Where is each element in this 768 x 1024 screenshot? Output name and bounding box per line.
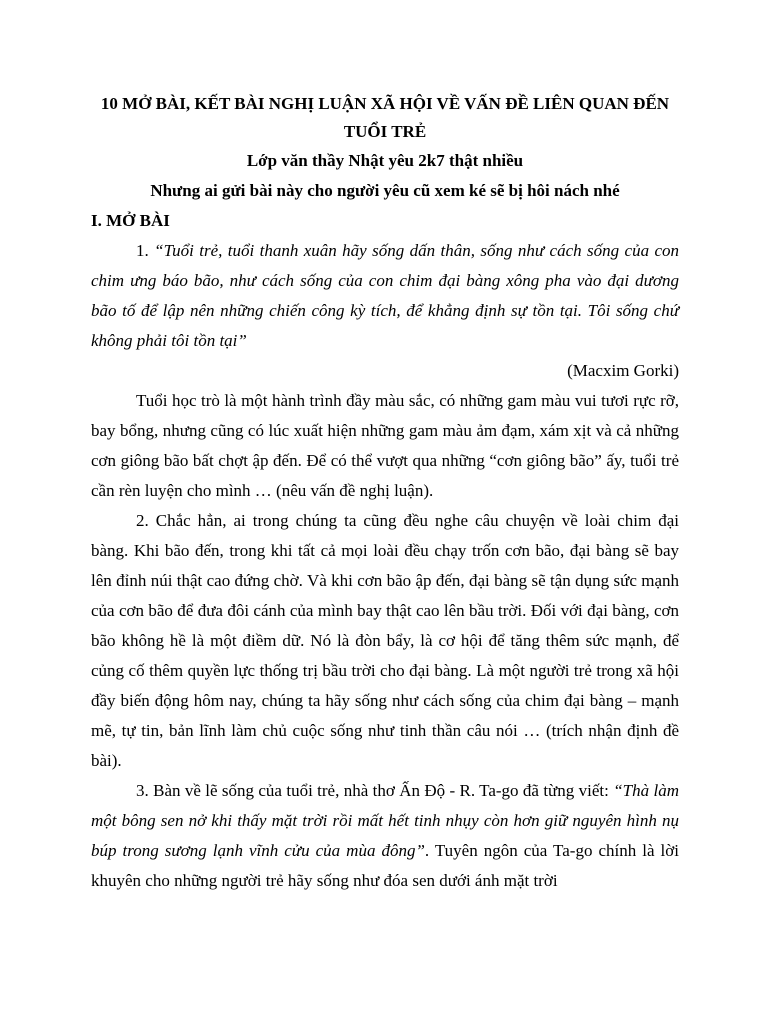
item-1-attribution: (Macxim Gorki) [567,361,679,380]
document-content [91,90,679,896]
item-1-quote: “Tuổi trẻ, tuổi thanh xuân hãy sống dấn thân, sống như cách sống của con chim ưng báo bão, như cách sống của con chim đại bàng xông pha vào đại dương bão tố để lập nên những chiến công kỳ tích, để khẳng định sự tồn tại. Tôi sống chứ không phải tôi tồn tại” [91,241,680,350]
section-heading: I. MỞ BÀI [91,211,170,230]
item-3-tail: . Tuyên ngôn của Ta-go chính là lời khuyên cho những người trẻ hãy sống như đóa sen dưới ánh mặt trời [91,841,679,890]
item-3-lead: 3. Bàn về lẽ sống của tuổi trẻ, nhà thơ Ấn Độ - R. Ta-go đã từng viết: [136,781,614,800]
item-3-quote: “Thà làm một bông sen nở khi thấy mặt trời rồi mất hết tinh nhụy còn hơn giữ nguyên hình nụ búp trong sương lạnh vĩnh cửu của mùa đông” [91,781,679,860]
item-1-quote-paragraph [91,236,679,356]
document-subtitle-1: Lớp văn thầy Nhật yêu 2k7 thật nhiều [246,151,524,170]
item-1-number: 1. [136,241,155,260]
document-subtitle-2: Nhưng ai gửi bài này cho người yêu cũ xem ké sẽ bị hôi nách nhé [150,181,620,200]
item-1-paragraph: Tuổi học trò là một hành trình đầy màu sắc, có những gam màu vui tươi rực rỡ, bay bổng, nhưng cũng có lúc xuất hiện những gam màu ảm đạm, xám xịt và cả những cơn giông bão bất chợt ập đến. Để có thể vượt qua những “cơn giông bão” ấy, tuổi trẻ cần rèn luyện cho mình … (nêu vấn đề nghị luận). [91,391,679,500]
item-3-paragraph [91,776,679,896]
item-2-paragraph: 2. Chắc hẳn, ai trong chúng ta cũng đều nghe câu chuyện về loài chim đại bàng. Khi bão đến, trong khi tất cả mọi loài đều chạy trốn cơn bão, đại bàng sẽ bay lên đỉnh núi thật cao đứng chờ. Và khi cơn bão ập đến, đại bàng sẽ tận dụng sức mạnh của cơn bão để đưa đôi cánh của mình bay thật cao lên bầu trời. Đối với đại bàng, cơn bão không hề là một điềm dữ. Nó là đòn bẩy, là cơ hội để tăng thêm sức mạnh, để củng cố thêm quyền lực thống trị bầu trời cho đại bàng. Là một người trẻ trong xã hội đầy biến động hôm nay, chúng ta hãy sống như cách sống của chim đại bàng – mạnh mẽ, tự tin, bản lĩnh làm chủ cuộc sống như tinh thần câu nói … (trích nhận định đề bài). [91,511,679,770]
document-title: 10 MỞ BÀI, KẾT BÀI NGHỊ LUẬN XÃ HỘI VỀ VẤN ĐỀ LIÊN QUAN ĐẾN TUỔI TRẺ [100,94,670,141]
